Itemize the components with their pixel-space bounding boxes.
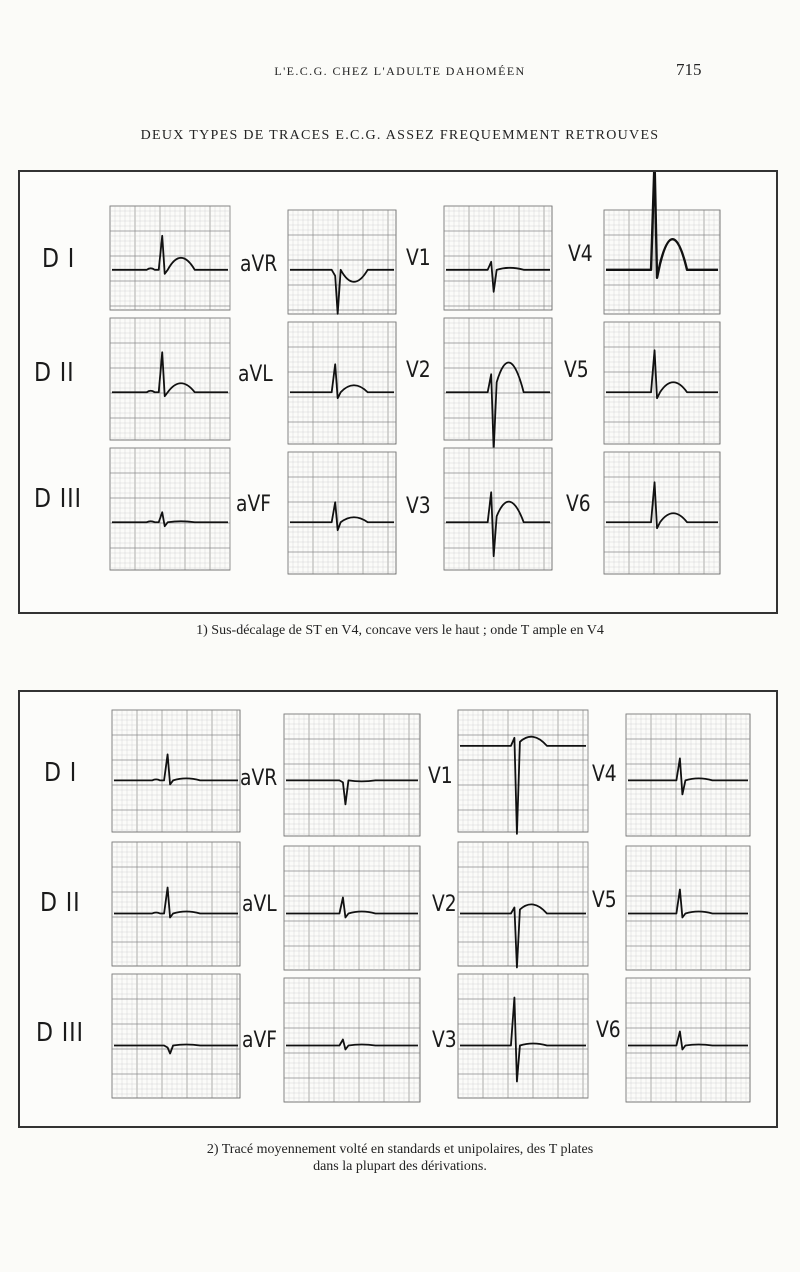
figure-1-frame	[18, 170, 778, 614]
lead-label-v5: V5	[564, 358, 589, 383]
lead-label-v1: V1	[428, 764, 453, 789]
figure-title: DEUX TYPES DE TRACES E.C.G. ASSEZ FREQUEMMENT RETROUVES	[140, 128, 660, 143]
lead-label-diii: D III	[34, 484, 82, 514]
lead-label-v5: V5	[592, 888, 617, 913]
ecg-strip	[284, 978, 420, 1102]
figure-2-ecg-strips	[20, 692, 776, 1126]
ecg-strip	[458, 842, 588, 968]
lead-label-avr: aVR	[240, 766, 278, 791]
lead-label-avr: aVR	[240, 252, 278, 277]
ecg-strip	[112, 842, 240, 966]
lead-label-di: D I	[44, 758, 78, 788]
lead-label-v4: V4	[568, 242, 593, 267]
lead-label-di: D I	[42, 244, 76, 274]
ecg-strip	[284, 846, 420, 970]
lead-label-v2: V2	[432, 892, 457, 917]
ecg-strip	[444, 206, 552, 310]
ecg-strip	[458, 710, 588, 834]
ecg-strip	[110, 206, 230, 310]
figure-1-caption	[80, 622, 720, 639]
lead-label-v6: V6	[596, 1018, 621, 1043]
figure-1-caption-line: 1) Sus-décalage de ST en V4, concave vers le haut ; onde T ample en V4	[196, 623, 604, 638]
lead-label-v3: V3	[406, 494, 431, 519]
lead-label-avl: aVL	[238, 362, 273, 387]
ecg-strip	[110, 448, 230, 570]
lead-label-avf: aVF	[242, 1028, 278, 1053]
ecg-strip	[444, 318, 552, 450]
ecg-strip	[444, 448, 552, 570]
ecg-strip	[288, 210, 396, 314]
lead-label-v6: V6	[566, 492, 591, 517]
lead-label-v1: V1	[406, 246, 431, 271]
ecg-strip	[604, 322, 720, 444]
lead-label-avl: aVL	[242, 892, 277, 917]
ecg-strip	[626, 846, 750, 970]
ecg-strip	[288, 452, 396, 574]
figure-2-caption-line-1: 2) Tracé moyennement volté en standards et unipolaires, des T plates	[206, 1142, 594, 1157]
ecg-strip	[110, 318, 230, 440]
ecg-strip	[112, 974, 240, 1098]
ecg-strip	[284, 714, 420, 836]
figure-2-frame	[18, 690, 778, 1128]
lead-label-diii: D III	[36, 1018, 84, 1048]
figure-2-caption-line-2: dans la plupart des dérivations.	[313, 1159, 487, 1174]
running-head: L'E.C.G. CHEZ L'ADULTE DAHOMÉEN	[274, 64, 526, 78]
ecg-strip	[626, 714, 750, 836]
page-number: 715	[676, 60, 702, 79]
figure-1-ecg-strips	[20, 172, 776, 612]
lead-label-dii: D II	[40, 888, 81, 918]
lead-label-v2: V2	[406, 358, 431, 383]
ecg-strip	[112, 710, 240, 832]
lead-label-dii: D II	[34, 358, 75, 388]
ecg-strip	[458, 974, 588, 1098]
lead-label-v4: V4	[592, 762, 617, 787]
ecg-strip	[604, 452, 720, 574]
lead-label-v3: V3	[432, 1028, 457, 1053]
figure-2-caption	[80, 1141, 720, 1175]
lead-label-avf: aVF	[236, 492, 272, 517]
ecg-strip	[604, 172, 720, 314]
ecg-strip	[288, 322, 396, 444]
ecg-strip	[626, 978, 750, 1102]
